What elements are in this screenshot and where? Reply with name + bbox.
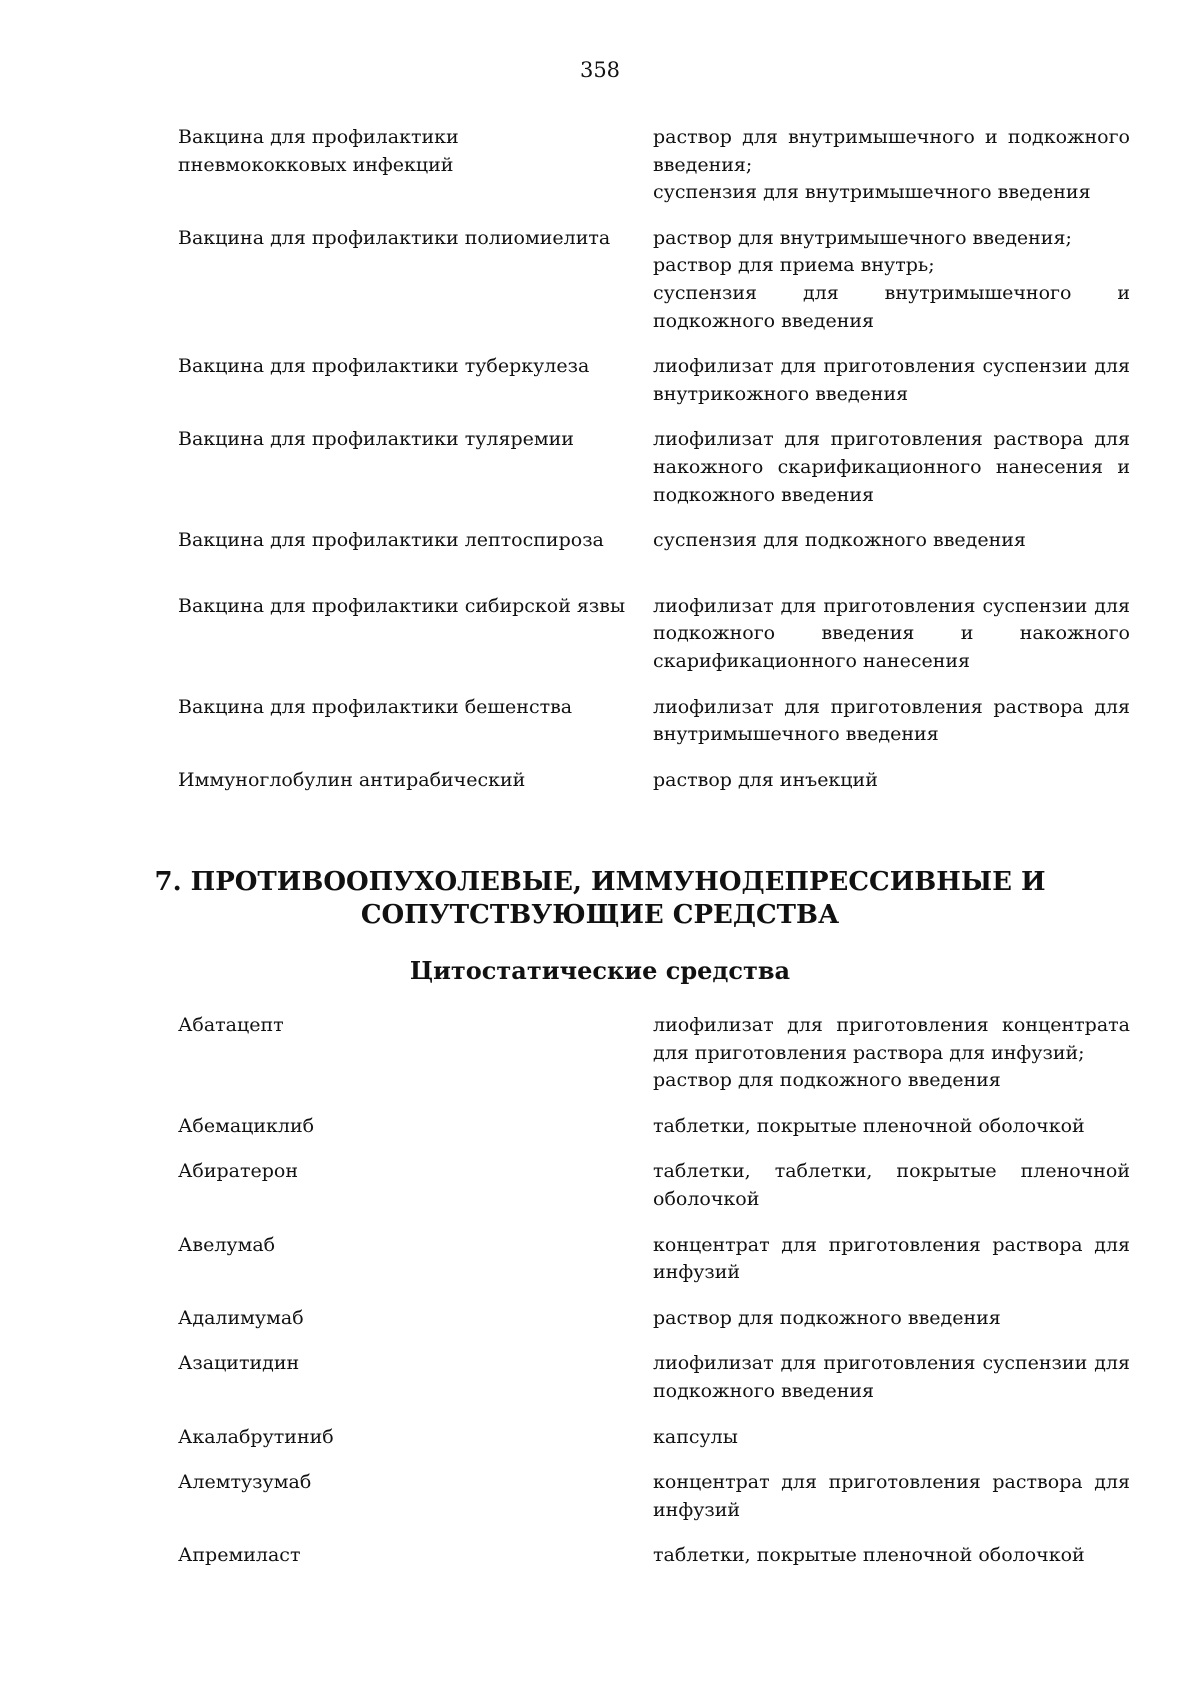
drug-name: Акалабрутиниб [178, 1425, 334, 1448]
list-item [178, 1232, 1130, 1287]
page-number: 358 [579, 58, 621, 82]
list-item [178, 1469, 1130, 1524]
drug-name: Вакцина для профилактики лептоспироза [178, 529, 604, 552]
vaccine-list [178, 124, 1130, 812]
list-item [178, 353, 1130, 408]
list-item [178, 124, 1130, 207]
list-item [178, 426, 1130, 509]
section-title-line: 7. ПРОТИВООПУХОЛЕВЫЕ, ИММУНОДЕПРЕССИВНЫЕ И [154, 867, 1046, 897]
list-item [178, 1012, 1130, 1095]
section-heading [0, 866, 1200, 932]
drug-name: Алемтузумаб [178, 1471, 312, 1494]
drug-name: Вакцина для профилактики бешенства [178, 695, 573, 718]
dosage-form: раствор для подкожного введения [653, 1306, 1001, 1329]
dosage-form: суспензия для подкожного введения [653, 529, 1026, 552]
dosage-form: лиофилизат для приготовления раствора для накожного скарификационного нанесения и подкожного введения [653, 428, 1130, 506]
drug-name: Абатацепт [178, 1014, 284, 1036]
dosage-form: таблетки, покрытые пленочной оболочкой [653, 1544, 1085, 1567]
drug-name: Вакцина для профилактики сибирской язвы [178, 594, 626, 617]
list-item [178, 767, 1130, 795]
drug-name: Вакцина для профилактики туляремии [178, 428, 574, 451]
list-item [178, 1350, 1130, 1405]
drug-name: Апремиласт [178, 1544, 301, 1567]
list-item [178, 593, 1130, 676]
drug-name: Авелумаб [178, 1233, 276, 1256]
list-item [178, 1113, 1130, 1141]
list-item [178, 1305, 1130, 1333]
list-item [178, 694, 1130, 749]
drug-name: Адалимумаб [178, 1306, 304, 1329]
drug-name: Абиратерон [178, 1160, 299, 1183]
dosage-form: лиофилизат для приготовления суспензии для подкожного введения и накожного скарификационного нанесения [653, 594, 1130, 672]
list-item [178, 1424, 1130, 1452]
drug-name: Вакцина для профилактики туберкулеза [178, 355, 590, 378]
list-item [178, 1158, 1130, 1213]
dosage-form: раствор для внутримышечного и подкожного введения; суспензия для внутримышечного введения [653, 126, 1130, 204]
dosage-form: раствор для внутримышечного введения; раствор для приема внутрь; суспензия для внутримышечного и подкожного введения [653, 226, 1130, 332]
drug-name: Вакцина для профилактики полиомиелита [178, 226, 611, 249]
dosage-form: капсулы [653, 1425, 738, 1448]
drug-name: Азацитидин [178, 1352, 300, 1375]
list-item [178, 225, 1130, 335]
drug-name: Иммуноглобулин антирабический [178, 768, 526, 791]
drug-name: Вакцина для профилактики пневмококковых инфекций [178, 126, 459, 176]
cytostatic-list [178, 1012, 1130, 1588]
list-item [178, 1542, 1130, 1570]
dosage-form: концентрат для приготовления раствора для инфузий [653, 1471, 1130, 1521]
dosage-form: лиофилизат для приготовления суспензии для подкожного введения [653, 1352, 1130, 1402]
section-title-line: СОПУТСТВУЮЩИЕ СРЕДСТВА [360, 900, 840, 930]
dosage-form: таблетки, таблетки, покрытые пленочной оболочкой [653, 1160, 1130, 1210]
dosage-form: раствор для инъекций [653, 768, 878, 791]
dosage-form: таблетки, покрытые пленочной оболочкой [653, 1114, 1085, 1137]
subsection-heading: Цитостатические средства [409, 956, 791, 985]
drug-name: Абемациклиб [178, 1114, 315, 1137]
dosage-form: лиофилизат для приготовления концентрата для приготовления раствора для инфузий; раствор для подкожного введения [653, 1014, 1130, 1092]
dosage-form: концентрат для приготовления раствора для инфузий [653, 1233, 1130, 1284]
list-item [178, 527, 1130, 555]
dosage-form: лиофилизат для приготовления раствора для внутримышечного введения [653, 695, 1130, 746]
dosage-form: лиофилизат для приготовления суспензии для внутрикожного введения [653, 355, 1130, 405]
